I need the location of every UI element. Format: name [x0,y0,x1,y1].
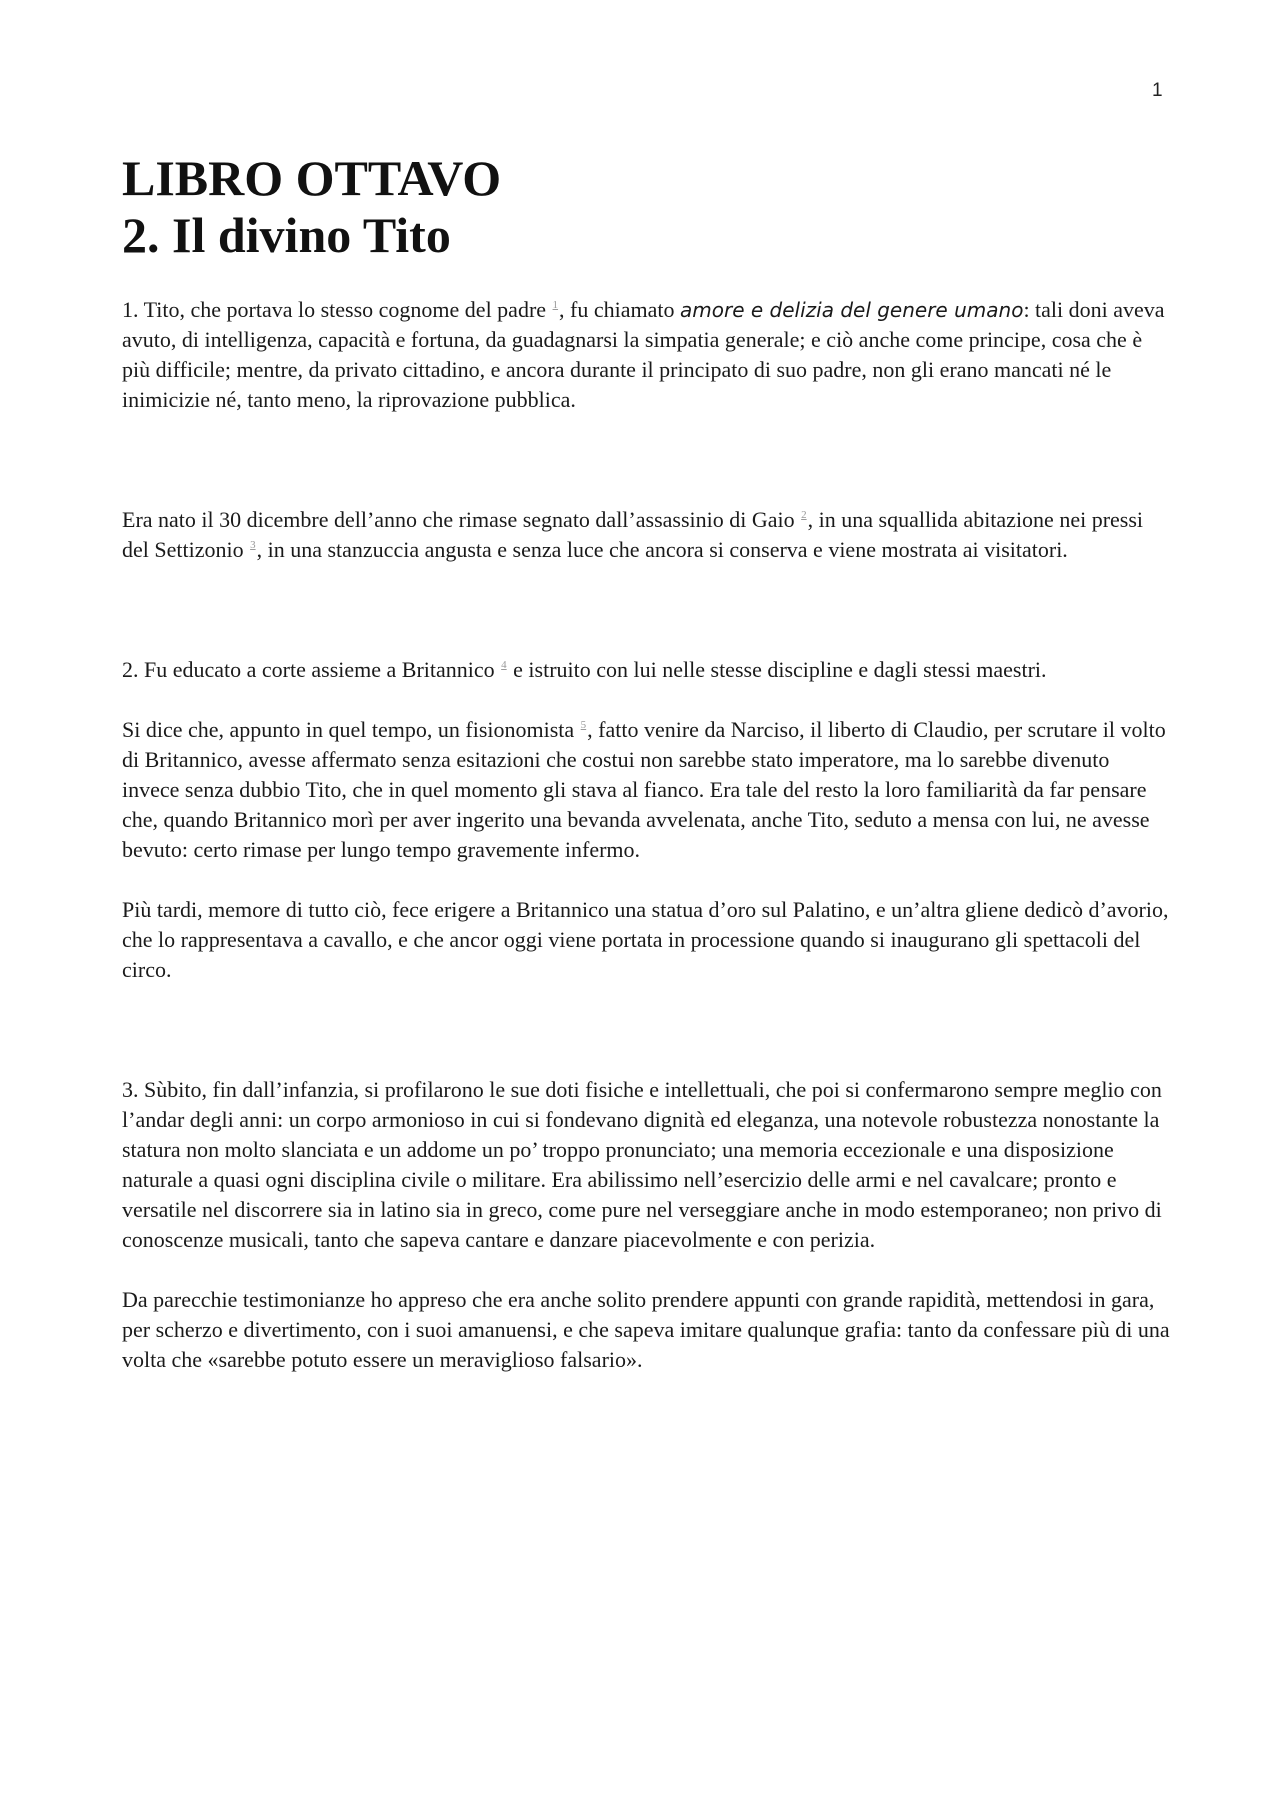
paragraph-gap [122,1255,1172,1285]
paragraph-gap [122,685,1172,715]
paragraph-3 [122,655,1172,685]
paragraph-1 [122,295,1172,415]
footnote-link-2[interactable]: 2 [801,509,807,521]
text-run: , fu chiamato [559,297,681,322]
paragraph-4 [122,715,1172,865]
chapter-title [122,150,1172,264]
footnote-link-5[interactable]: 5 [580,719,587,731]
page-number: 1 [1152,80,1163,101]
text-run: Era nato il 30 dicembre dell’anno che rimase segnato dall’assassinio di Gaio [122,507,801,532]
emphasis-text: amore e delizia del genere umano [680,298,1024,322]
footnote-link-4[interactable]: 4 [501,659,507,671]
text-run: , in una stanzuccia angusta e senza luce che ancora si conserva e viene mostrata ai visitatori. [256,537,1068,562]
text-run: 1. Tito, che portava lo stesso cognome del padre [122,297,552,322]
body-text [122,295,1172,1375]
text-run: e istruito con lui nelle stesse discipline e dagli stessi maestri. [507,657,1047,682]
book-title: LIBRO OTTAVO [122,150,502,206]
paragraph-6 [122,1075,1172,1255]
paragraph-5 [122,895,1172,985]
paragraph-gap [122,565,1172,655]
paragraph-7 [122,1285,1172,1375]
footnote-link-1[interactable]: 1 [552,299,559,311]
text-run: 2. Fu educato a corte assieme a Britannico [122,657,501,682]
text-run: Più tardi, memore di tutto ciò, fece erigere a Britannico una statua d’oro sul Palatino, e un’altra gliene dedicò d’avorio, che lo rappresentava a cavallo, e che ancor oggi viene portata in processione quando si inaugurano gli spettacoli del circo. [122,897,1169,982]
chapter-heading: 2. Il divino Tito [122,207,451,263]
text-run: Da parecchie testimonianze ho appreso che era anche solito prendere appunti con grande rapidità, mettendosi in gara, per scherzo e divertimento, con i suoi amanuensi, e che sapeva imitare qualunque grafia: tanto da confessare più di una volta che «sarebbe potuto essere un meraviglioso falsario». [122,1287,1170,1372]
text-run: , in una squallida abitazione nei pressi del Settizonio [122,507,1144,562]
document-content [122,150,1172,1375]
paragraph-gap [122,415,1172,505]
paragraph-gap [122,985,1172,1075]
text-run: 3. Sùbito, fin dall’infanzia, si profilarono le sue doti fisiche e intellettuali, che poi si confermarono sempre meglio con l’andar degli anni: un corpo armonioso in cui si fondevano dignità ed eleganza, una notevole robustezza nonostante la statura non molto slanciata e un addome un po’ troppo pronunciato; una memoria eccezionale e una disposizione naturale a quasi ogni disciplina civile o militare. Era abilissimo nell’esercizio delle armi e nel cavalcare; pronto e versatile nel discorrere sia in latino sia in greco, come pure nel verseggiare anche in modo estemporaneo; non privo di conoscenze musicali, tanto che sapeva cantare e danzare piacevolmente e con perizia. [122,1077,1162,1252]
footnote-link-3[interactable]: 3 [250,539,256,551]
text-run: , fatto venire da Narciso, il liberto di Claudio, per scrutare il volto di Britannico, avesse affermato senza esitazioni che costui non sarebbe stato imperatore, ma lo sarebbe divenuto invece senza dubbio Tito, che in quel momento gli stava al fianco. Era tale del resto la loro familiarità da far pensare che, quando Britannico morì per aver ingerito una bevanda avvelenata, anche Tito, seduto a mensa con lui, ne avesse bevuto: certo rimase per lungo tempo gravemente infermo. [122,717,1166,862]
text-run: : tali doni aveva avuto, di intelligenza, capacità e fortuna, da guadagnarsi la simpatia generale; e ciò anche come principe, cosa che è più difficile; mentre, da privato cittadino, e ancora durante il principato di suo padre, non gli erano mancati né le inimicizie né, tanto meno, la riprovazione pubblica. [122,297,1165,412]
paragraph-gap [122,865,1172,895]
text-run: Si dice che, appunto in quel tempo, un fisionomista [122,717,580,742]
paragraph-2 [122,505,1172,565]
